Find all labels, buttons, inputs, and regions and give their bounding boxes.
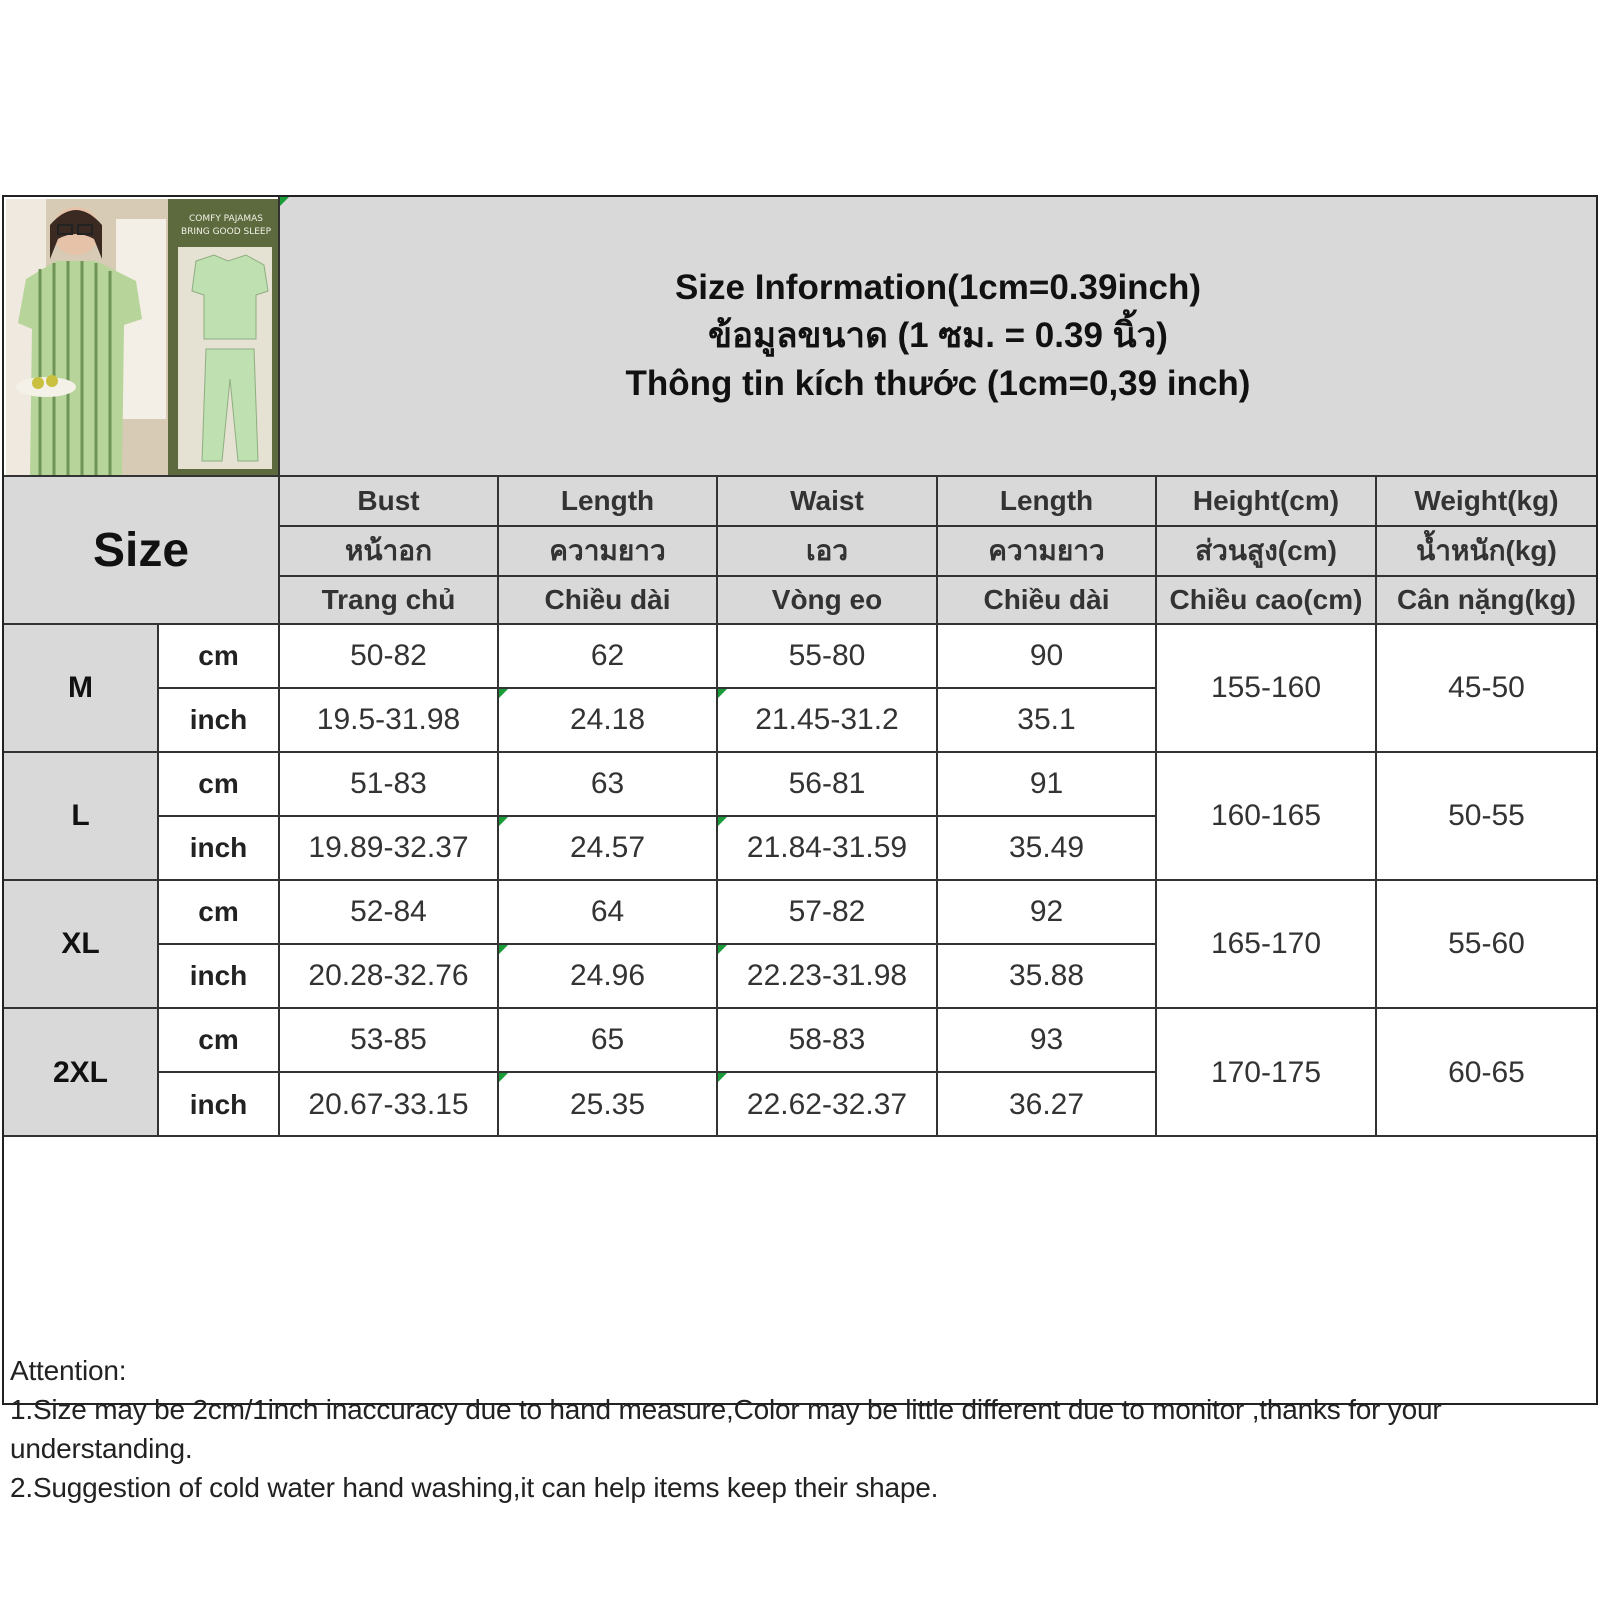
unit-cm: cm (159, 1009, 280, 1073)
size-header: Size (4, 477, 280, 625)
header-col6-vi: Cân nặng(kg) (1377, 577, 1596, 625)
measure-inch: 22.23-31.98 (718, 945, 938, 1009)
height-range: 160-165 (1157, 753, 1377, 881)
header-col1-vi: Trang chủ (280, 577, 499, 625)
header-col1-en: Bust (280, 477, 499, 527)
measure-inch: 19.89-32.37 (280, 817, 499, 881)
measure-cm: 64 (499, 881, 718, 945)
measure-cm: 62 (499, 625, 718, 689)
measure-cm: 55-80 (718, 625, 938, 689)
measure-inch: 24.18 (499, 689, 718, 753)
header-col2-th: ความยาว (499, 527, 718, 577)
measure-cm: 93 (938, 1009, 1157, 1073)
measure-cm: 56-81 (718, 753, 938, 817)
header-col2-en: Length (499, 477, 718, 527)
header-col4-th: ความยาว (938, 527, 1157, 577)
header-col4-en: Length (938, 477, 1157, 527)
measure-inch: 22.62-32.37 (718, 1073, 938, 1137)
unit-cm: cm (159, 881, 280, 945)
size-label: XL (4, 881, 159, 1009)
attention-notes (4, 1347, 1596, 1511)
header-col5-vi: Chiều cao(cm) (1157, 577, 1377, 625)
measure-cm: 91 (938, 753, 1157, 817)
header-col4-vi: Chiều dài (938, 577, 1157, 625)
measure-inch: 35.49 (938, 817, 1157, 881)
measure-cm: 65 (499, 1009, 718, 1073)
measure-inch: 35.88 (938, 945, 1157, 1009)
height-range: 165-170 (1157, 881, 1377, 1009)
header-col5-th: ส่วนสูง(cm) (1157, 527, 1377, 577)
unit-inch: inch (159, 945, 280, 1009)
title-vietnamese: Thông tin kích thước (1cm=0,39 inch) (625, 364, 1251, 403)
header-col5-en: Height(cm) (1157, 477, 1377, 527)
measure-inch: 35.1 (938, 689, 1157, 753)
height-range: 170-175 (1157, 1009, 1377, 1137)
measure-cm: 58-83 (718, 1009, 938, 1073)
measure-inch: 25.35 (499, 1073, 718, 1137)
measure-inch: 20.28-32.76 (280, 945, 499, 1009)
measure-cm: 90 (938, 625, 1157, 689)
size-label: M (4, 625, 159, 753)
measure-inch: 20.67-33.15 (280, 1073, 499, 1137)
unit-cm: cm (159, 625, 280, 689)
title-english: Size Information(1cm=0.39inch) (674, 268, 1202, 307)
header-col3-vi: Vòng eo (718, 577, 938, 625)
weight-range: 50-55 (1377, 753, 1596, 881)
measure-inch: 21.84-31.59 (718, 817, 938, 881)
weight-range: 45-50 (1377, 625, 1596, 753)
header-col6-th: น้ำหนัก(kg) (1377, 527, 1596, 577)
measure-cm: 50-82 (280, 625, 499, 689)
measure-inch: 24.96 (499, 945, 718, 1009)
notes-line-1: 1.Size may be 2cm/1inch inaccuracy due to hand measure,Color may be little different due to monitor ,thanks for your understanding. (10, 1394, 1442, 1464)
header-col6-en: Weight(kg) (1377, 477, 1596, 527)
size-chart (2, 195, 1598, 1503)
unit-inch: inch (159, 689, 280, 753)
measure-cm: 51-83 (280, 753, 499, 817)
measure-inch: 36.27 (938, 1073, 1157, 1137)
title-block (280, 197, 1596, 477)
unit-inch: inch (159, 1073, 280, 1137)
measure-inch: 19.5-31.98 (280, 689, 499, 753)
title-thai: ข้อมูลขนาด (1 ซม. = 0.39 นิ้ว) (708, 316, 1168, 355)
measure-cm: 57-82 (718, 881, 938, 945)
measure-inch: 24.57 (499, 817, 718, 881)
header-col3-th: เอว (718, 527, 938, 577)
measure-inch: 21.45-31.2 (718, 689, 938, 753)
table-bottom-rule (4, 1135, 1596, 1137)
size-label: 2XL (4, 1009, 159, 1137)
header-col3-en: Waist (718, 477, 938, 527)
measure-cm: 53-85 (280, 1009, 499, 1073)
weight-range: 55-60 (1377, 881, 1596, 1009)
photo-frame (4, 197, 280, 477)
notes-heading: Attention: (10, 1355, 127, 1386)
unit-inch: inch (159, 817, 280, 881)
height-range: 155-160 (1157, 625, 1377, 753)
measure-cm: 92 (938, 881, 1157, 945)
size-label: L (4, 753, 159, 881)
header-col1-th: หน้าอก (280, 527, 499, 577)
photo-tag-line1: COMFY PAJAMAS (189, 214, 263, 224)
measure-cm: 63 (499, 753, 718, 817)
weight-range: 60-65 (1448, 1056, 1525, 1089)
header-col2-vi: Chiều dài (499, 577, 718, 625)
measure-cm: 52-84 (280, 881, 499, 945)
photo-tag-line2: BRING GOOD SLEEP (180, 227, 272, 237)
unit-cm: cm (159, 753, 280, 817)
notes-line-2: 2.Suggestion of cold water hand washing,it can help items keep their shape. (10, 1472, 939, 1503)
